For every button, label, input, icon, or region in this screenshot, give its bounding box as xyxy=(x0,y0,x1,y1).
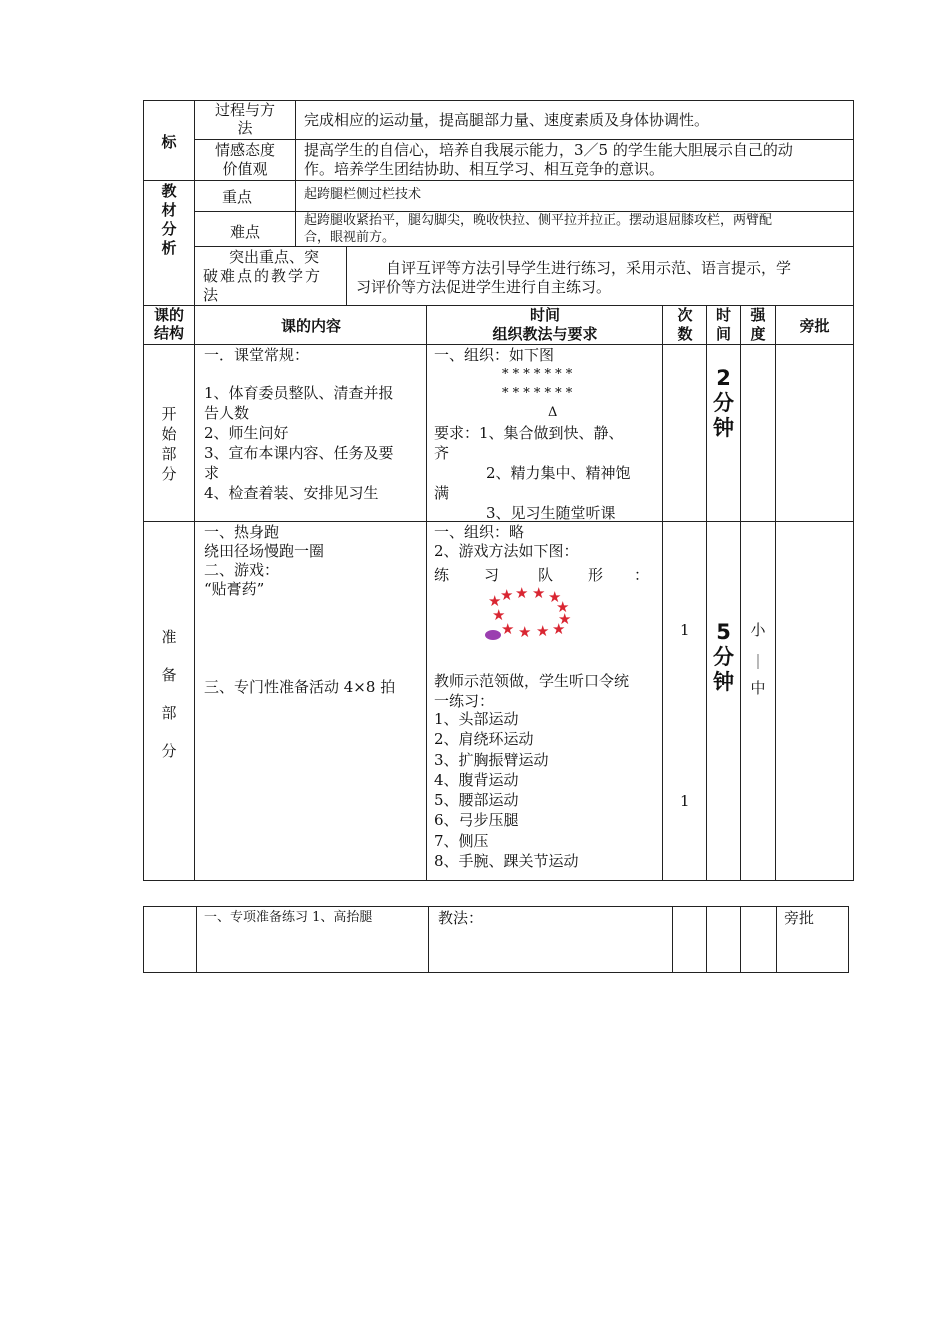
list-item: 8、手腕、踝关节运动 xyxy=(434,852,579,871)
student-star: ★ xyxy=(501,620,515,638)
student-star: ★ xyxy=(515,584,529,602)
student-star: ★ xyxy=(558,610,572,628)
process-label: 过程与方 法 xyxy=(214,101,275,137)
formation-word-3: 队 xyxy=(538,566,554,584)
list-item: 3、扩胸振臂运动 xyxy=(434,750,549,769)
start-label: 开 始 部 分 xyxy=(161,405,177,483)
student-star: ★ xyxy=(556,598,570,616)
emotion-label: 情感态度 价值观 xyxy=(214,141,275,178)
method-label: 突出重点、突 破难点的教学方 法 xyxy=(203,248,323,304)
prep-count-2: 1 xyxy=(680,792,690,810)
analysis-label: 教 材 分 析 xyxy=(161,182,177,257)
header-content: 课的内容 xyxy=(280,317,341,335)
list-item: 1、头部运动 xyxy=(434,710,519,728)
formation-row-2: * * * * * * * xyxy=(502,386,573,401)
emotion-text: 提高学生的自信心，培养自我展示能力，3／5 的学生能大胆展示自己的动 作。培养学生团结协助、相互学习、相互竞争的意识。 xyxy=(304,141,793,178)
header-remark: 旁批 xyxy=(799,317,830,335)
teacher-mark: Δ xyxy=(548,405,558,420)
student-star: ★ xyxy=(518,623,532,641)
difficult-point-text: 起跨腿收紧抬平，腿勾脚尖，晚收快拉、侧平拉并拉正。摆动退屈膝攻栏，两臂配 合，眼视前方。 xyxy=(304,213,773,245)
difficult-point-label: 难点 xyxy=(230,223,261,241)
student-star: ★ xyxy=(536,622,550,640)
student-star: ★ xyxy=(488,592,502,610)
header-structure: 课的 结构 xyxy=(153,306,184,342)
formation-word-4: 形 xyxy=(588,566,604,584)
student-star: ★ xyxy=(492,606,506,624)
start-time: 2 分 钟 xyxy=(713,366,734,440)
student-star: ★ xyxy=(548,588,562,606)
formation-word-5: ： xyxy=(634,566,650,584)
list-item: 5、腰部运动 xyxy=(434,791,519,810)
student-star: ★ xyxy=(532,584,546,602)
student-star: ★ xyxy=(500,586,514,604)
formation-word-1: 练 xyxy=(434,566,450,584)
student-star: ★ xyxy=(552,620,566,638)
exercise-list xyxy=(434,709,579,871)
list-item: 2、肩绕环运动 xyxy=(434,730,534,749)
teaching-method-label: 教法： xyxy=(438,909,484,927)
formation-word-2: 习 xyxy=(484,566,500,584)
header-count: 次 数 xyxy=(677,306,693,343)
game-formation-diagram xyxy=(478,584,578,644)
key-point-label: 重点 xyxy=(222,188,253,206)
process-text: 完成相应的运动量，提高腿部力量、速度素质及身体协调性。 xyxy=(304,111,710,129)
formation-row-1: * * * * * * * xyxy=(502,367,573,382)
start-org-title: 一、组织：如下图 xyxy=(434,346,555,364)
list-item: 7、侧压 xyxy=(434,831,489,850)
start-content: 一．课堂常规： 1、体育委员整队、清查并报 告人数 2、师生问好 3、宣布本课内容、任务及要 求 4、检查着装、安排见习生 xyxy=(204,346,394,502)
method-text: 自评互评等方法引导学生进行练习，采用示范、语言提示，学 习评价等方法促进学生进行自主练习。 xyxy=(356,259,792,296)
list-item: 4、腹背运动 xyxy=(434,770,519,789)
header-intensity: 强 度 xyxy=(750,306,766,343)
list-item: 6、弓步压腿 xyxy=(434,811,519,830)
start-requirements: 要求：1、集合做到快、静、 齐 2、精力集中、精神饱 满 3、见习生随堂听课 xyxy=(434,424,631,522)
header-org: 时间 组织教法与要求 xyxy=(492,306,598,343)
special-prep-practice: 一、专项准备练习 1、高抬腿 xyxy=(204,910,373,925)
header-time: 时 间 xyxy=(715,306,731,343)
prep-demo: 教师示范领做，学生听口令统 一练习： xyxy=(434,672,630,710)
prep-intensity: 小 ｜ 中 xyxy=(750,621,766,697)
key-point-text: 起跨腿栏侧过栏技术 xyxy=(304,187,422,202)
prep-label: 准 备 部 分 xyxy=(161,628,177,760)
second-remark: 旁批 xyxy=(784,909,815,927)
prep-org: 一、组织：略 2、游戏方法如下图： xyxy=(434,523,579,560)
objectives-label: 标 xyxy=(161,133,177,151)
teacher-dot xyxy=(485,630,501,640)
prep-count-1: 1 xyxy=(680,621,690,639)
prep-time: 5 分 钟 xyxy=(713,620,734,694)
prep-content: 一、热身跑 绕田径场慢跑一圈 二、游戏： “贴膏药” xyxy=(204,523,325,598)
prep-special-activity: 三、专门性准备活动 4×8 拍 xyxy=(204,678,396,696)
